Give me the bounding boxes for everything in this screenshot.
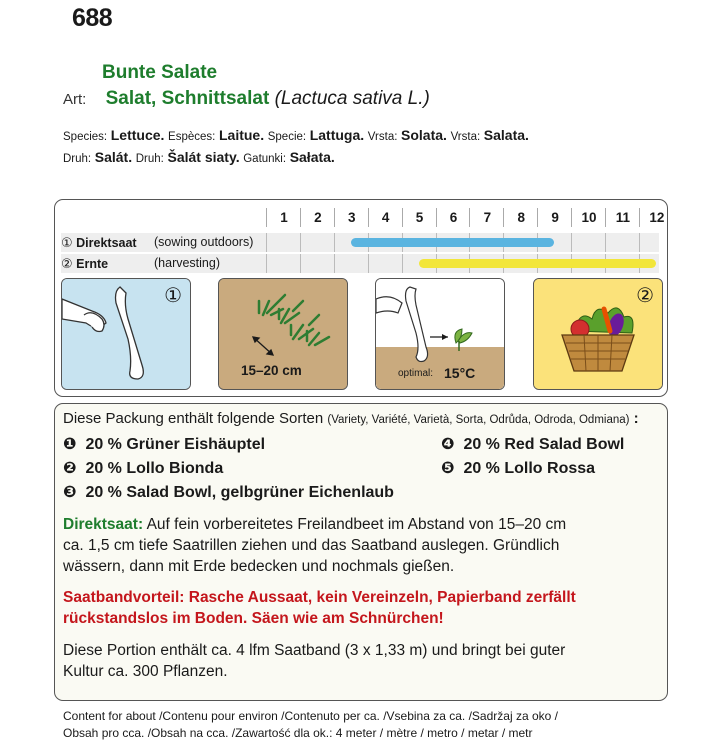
variety-number: ❶ — [63, 436, 77, 453]
direktsaat-line-2: ca. 1,5 cm tiefe Saatrillen ziehen und das Saatband auslegen. Gründlich — [63, 537, 560, 554]
product-title: Bunte Salate — [102, 62, 218, 83]
seed-germination-icon — [376, 279, 504, 389]
variety-item — [63, 434, 265, 454]
month-cell — [605, 233, 640, 252]
variety-intro-colon: : — [633, 410, 639, 427]
germination-illustration — [375, 278, 505, 390]
variety-item — [441, 434, 624, 454]
content-line-2: Obsah pro cca. /Obsah na cca. /Zawartość dla ok.: 4 meter / mètre / metro / metar / metr — [63, 726, 533, 740]
spacing-text: 15–20 cm — [241, 363, 302, 378]
optimal-temperature: 15°C — [444, 365, 476, 381]
month-cell — [266, 233, 301, 252]
month-label: 10 — [571, 208, 606, 227]
species-label: Specie: — [267, 131, 307, 143]
month-label: 1 — [266, 208, 301, 227]
species-label: Vrsta: — [367, 131, 398, 143]
advantage-line-1: Saatbandvorteil: Rasche Aussaat, kein Vereinzeln, Papierband zerfällt — [63, 589, 576, 606]
variety-text: 20 % Red Salad Bowl — [463, 436, 625, 453]
month-cell — [266, 254, 301, 273]
species-value: Šalát siaty. — [167, 149, 240, 165]
species-line-2 — [63, 147, 529, 169]
direktsaat-paragraph — [63, 514, 566, 577]
row-name: Direktsaat — [76, 236, 137, 250]
variety-intro — [63, 410, 639, 427]
variety-intro-languages: (Variety, Variété, Varietà, Sorta, Odrůda, Odroda, Odmiana) — [327, 414, 630, 426]
row-label — [61, 233, 266, 252]
month-label: 12 — [639, 208, 674, 227]
optimal-label: optimal: — [398, 368, 434, 379]
species-value: Laitue. — [218, 127, 265, 143]
month-cell — [334, 254, 369, 273]
saatband-advantage — [63, 587, 576, 629]
portion-line-2: Kultur ca. 300 Pflanzen. — [63, 663, 228, 680]
calendar-panel — [54, 199, 668, 397]
month-label: 11 — [605, 208, 640, 227]
portion-line-1: Diese Portion enthält ca. 4 lfm Saatband (3 x 1,33 m) und bringt bei guter — [63, 642, 566, 659]
calendar-row-ernte — [61, 254, 659, 273]
variety-panel — [54, 403, 668, 701]
content-line-1: Content for about /Contenu pour environ /Contenuto per ca. /Vsebina za ca. /Sadržaj za oko / — [63, 709, 558, 723]
species-line-1 — [63, 125, 529, 147]
species-value: Lettuce. — [110, 127, 165, 143]
sowing-calendar — [55, 200, 667, 274]
variety-text: 20 % Salad Bowl, gelbgrüner Eichenlaub — [85, 484, 394, 501]
month-label: 3 — [334, 208, 369, 227]
month-cell — [571, 233, 606, 252]
variety-text: 20 % Lollo Bionda — [85, 460, 224, 477]
tile-circle: ① — [164, 285, 182, 307]
month-label: 5 — [402, 208, 437, 227]
tile-circle: ② — [636, 285, 654, 307]
variety-number: ❷ — [63, 460, 77, 477]
calendar-row-direktsaat — [61, 233, 659, 252]
art-row — [63, 88, 430, 110]
month-label: 8 — [503, 208, 538, 227]
row-label — [61, 254, 266, 273]
row-sub: (harvesting) — [154, 256, 220, 270]
variety-number: ❹ — [441, 436, 455, 453]
art-latin: (Lactuca sativa L.) — [274, 88, 430, 109]
species-label: Vrsta: — [450, 131, 481, 143]
species-label: Druh: — [135, 153, 164, 165]
species-label: Species: — [63, 131, 108, 143]
row-name: Ernte — [76, 257, 109, 271]
period-bar — [351, 238, 554, 247]
direktsaat-text: Auf fein vorbereitetes Freilandbeet im Abstand von 15–20 cm — [146, 516, 567, 533]
species-label: Druh: — [63, 153, 92, 165]
month-cell — [300, 233, 335, 252]
variety-number: ❸ — [63, 484, 77, 501]
variety-item — [441, 458, 595, 478]
month-cell — [639, 233, 674, 252]
species-label: Espèces: — [168, 131, 216, 143]
row-sub: (sowing outdoors) — [154, 235, 254, 249]
month-label: 7 — [469, 208, 504, 227]
species-value: Salata. — [483, 127, 529, 143]
month-label: 9 — [537, 208, 572, 227]
month-cell — [300, 254, 335, 273]
art-label: Art: — [63, 91, 87, 108]
row-circle: ② — [61, 256, 73, 271]
variety-intro-text: Diese Packung enthält folgende Sorten — [63, 410, 324, 427]
species-value: Solata. — [401, 127, 447, 143]
month-label: 2 — [300, 208, 335, 227]
portion-paragraph — [63, 640, 565, 682]
variety-item — [63, 458, 223, 478]
direktsaat-line-1 — [63, 514, 566, 535]
variety-item — [63, 482, 394, 502]
variety-number: ❺ — [441, 460, 455, 477]
direktsaat-label: Direktsaat: — [63, 516, 144, 533]
harvest-illustration — [533, 278, 663, 390]
advantage-line-2: rückstandslos im Boden. Säen wie am Schnürchen! — [63, 610, 444, 627]
month-label: 6 — [436, 208, 471, 227]
row-circle: ① — [61, 235, 73, 250]
species-block — [63, 125, 529, 169]
period-bar — [419, 259, 656, 268]
species-value: Lattuga. — [309, 127, 365, 143]
variety-text: 20 % Grüner Eishäuptel — [85, 436, 266, 453]
species-value: Salát. — [94, 149, 133, 165]
spacing-illustration — [218, 278, 348, 390]
species-label: Gatunki: — [243, 153, 287, 165]
month-label: 4 — [368, 208, 403, 227]
variety-text: 20 % Lollo Rossa — [463, 460, 596, 477]
sowing-illustration — [61, 278, 191, 390]
month-header — [61, 208, 665, 227]
species-value: Sałata. — [289, 149, 335, 165]
content-note — [63, 708, 558, 742]
month-cell — [368, 254, 403, 273]
product-number: 688 — [72, 4, 113, 32]
art-name: Salat, Schnittsalat — [105, 88, 270, 109]
direktsaat-line-3: wässern, dann mit Erde bedecken und nochmals gießen. — [63, 558, 455, 575]
